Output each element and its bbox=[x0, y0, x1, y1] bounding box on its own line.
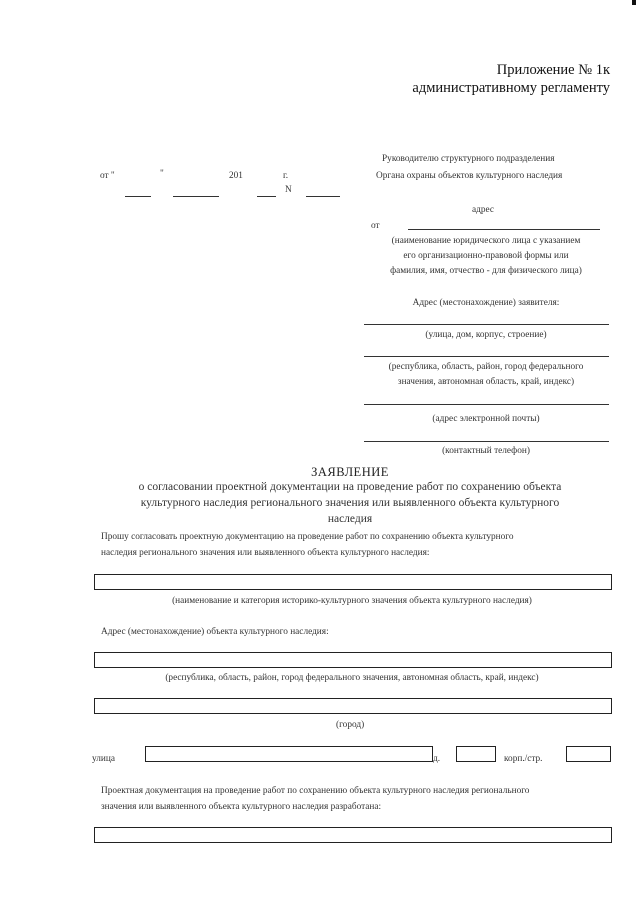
applicant-email-line[interactable] bbox=[364, 404, 609, 405]
building-field[interactable] bbox=[566, 746, 611, 762]
object-address-label: Адрес (местонахождение) объекта культурного наследия: bbox=[101, 627, 329, 637]
date-quote-close: " bbox=[160, 169, 164, 179]
addressee-address: адрес bbox=[472, 205, 494, 215]
day-field-line[interactable] bbox=[125, 196, 151, 197]
object-name-hint: (наименование и категория историко-культурного значения объекта культурного наследия) bbox=[172, 596, 532, 606]
building-label: корп./стр. bbox=[504, 754, 543, 764]
applicant-name-hint-2: его организационно-правовой формы или bbox=[403, 251, 569, 261]
object-name-field[interactable] bbox=[94, 574, 612, 590]
number-field-line[interactable] bbox=[306, 196, 340, 197]
street-label: улица bbox=[92, 754, 115, 764]
object-region-field[interactable] bbox=[94, 652, 612, 668]
number-label: N bbox=[285, 185, 292, 195]
object-city-field[interactable] bbox=[94, 698, 612, 714]
object-city-hint: (город) bbox=[336, 720, 365, 730]
statement-subtitle-2: культурного наследия регионального значения или выявленного объекта культурного bbox=[140, 497, 560, 509]
object-region-hint: (республика, область, район, город федерального значения, автономная область, край, индекс) bbox=[165, 673, 539, 683]
applicant-email-hint: (адрес электронной почты) bbox=[432, 414, 540, 424]
statement-subtitle-3: наследия bbox=[327, 513, 373, 525]
addressee-line1: Руководителю структурного подразделения bbox=[382, 154, 555, 164]
date-year: 201 bbox=[229, 171, 243, 181]
date-from-label: от " bbox=[100, 171, 115, 181]
month-field-line[interactable] bbox=[173, 196, 219, 197]
applicant-phone-hint: (контактный телефон) bbox=[442, 446, 530, 456]
applicant-name-hint-1: (наименование юридического лица с указанием bbox=[391, 236, 581, 246]
applicant-street-line[interactable] bbox=[364, 324, 609, 325]
applicant-name-line[interactable] bbox=[408, 229, 600, 230]
statement-title: ЗАЯВЛЕНИЕ bbox=[311, 465, 389, 479]
house-field[interactable] bbox=[456, 746, 496, 762]
applicant-from-label: от bbox=[371, 221, 380, 231]
applicant-name-hint-3: фамилия, имя, отчество - для физического лица) bbox=[390, 266, 582, 276]
applicant-phone-line[interactable] bbox=[364, 441, 609, 442]
applicant-location-label: Адрес (местонахождение) заявителя: bbox=[412, 298, 560, 308]
applicant-region-line[interactable] bbox=[364, 356, 609, 357]
house-label: д. bbox=[433, 754, 441, 764]
street-field[interactable] bbox=[145, 746, 433, 762]
statement-subtitle-1: о согласовании проектной документации на проведение работ по сохранению объекта bbox=[138, 481, 562, 493]
request-line-1: Прошу согласовать проектную документацию на проведение работ по сохранению объекта культурного bbox=[101, 532, 514, 542]
developer-line-2: значения или выявленного объекта культурного наследия разработана: bbox=[101, 802, 382, 812]
corner-mark bbox=[632, 0, 636, 5]
appendix-title: Приложение № 1к bbox=[496, 62, 610, 78]
year-field-line[interactable] bbox=[257, 196, 276, 197]
developer-field[interactable] bbox=[94, 827, 612, 843]
developer-line-1: Проектная документация на проведение работ по сохранению объекта культурного наследия регионального bbox=[101, 786, 530, 796]
date-year-suffix: г. bbox=[283, 171, 289, 181]
applicant-region-hint-1: (республика, область, район, город федерального bbox=[388, 362, 584, 372]
applicant-region-hint-2: значения, автономная область, край, индекс) bbox=[397, 377, 575, 387]
applicant-street-hint: (улица, дом, корпус, строение) bbox=[425, 330, 547, 340]
regulation-title: административному регламенту bbox=[412, 80, 610, 96]
request-line-2: наследия регионального значения или выявленного объекта культурного наследия: bbox=[101, 548, 430, 558]
addressee-line2: Органа охраны объектов культурного наследия bbox=[376, 171, 563, 181]
